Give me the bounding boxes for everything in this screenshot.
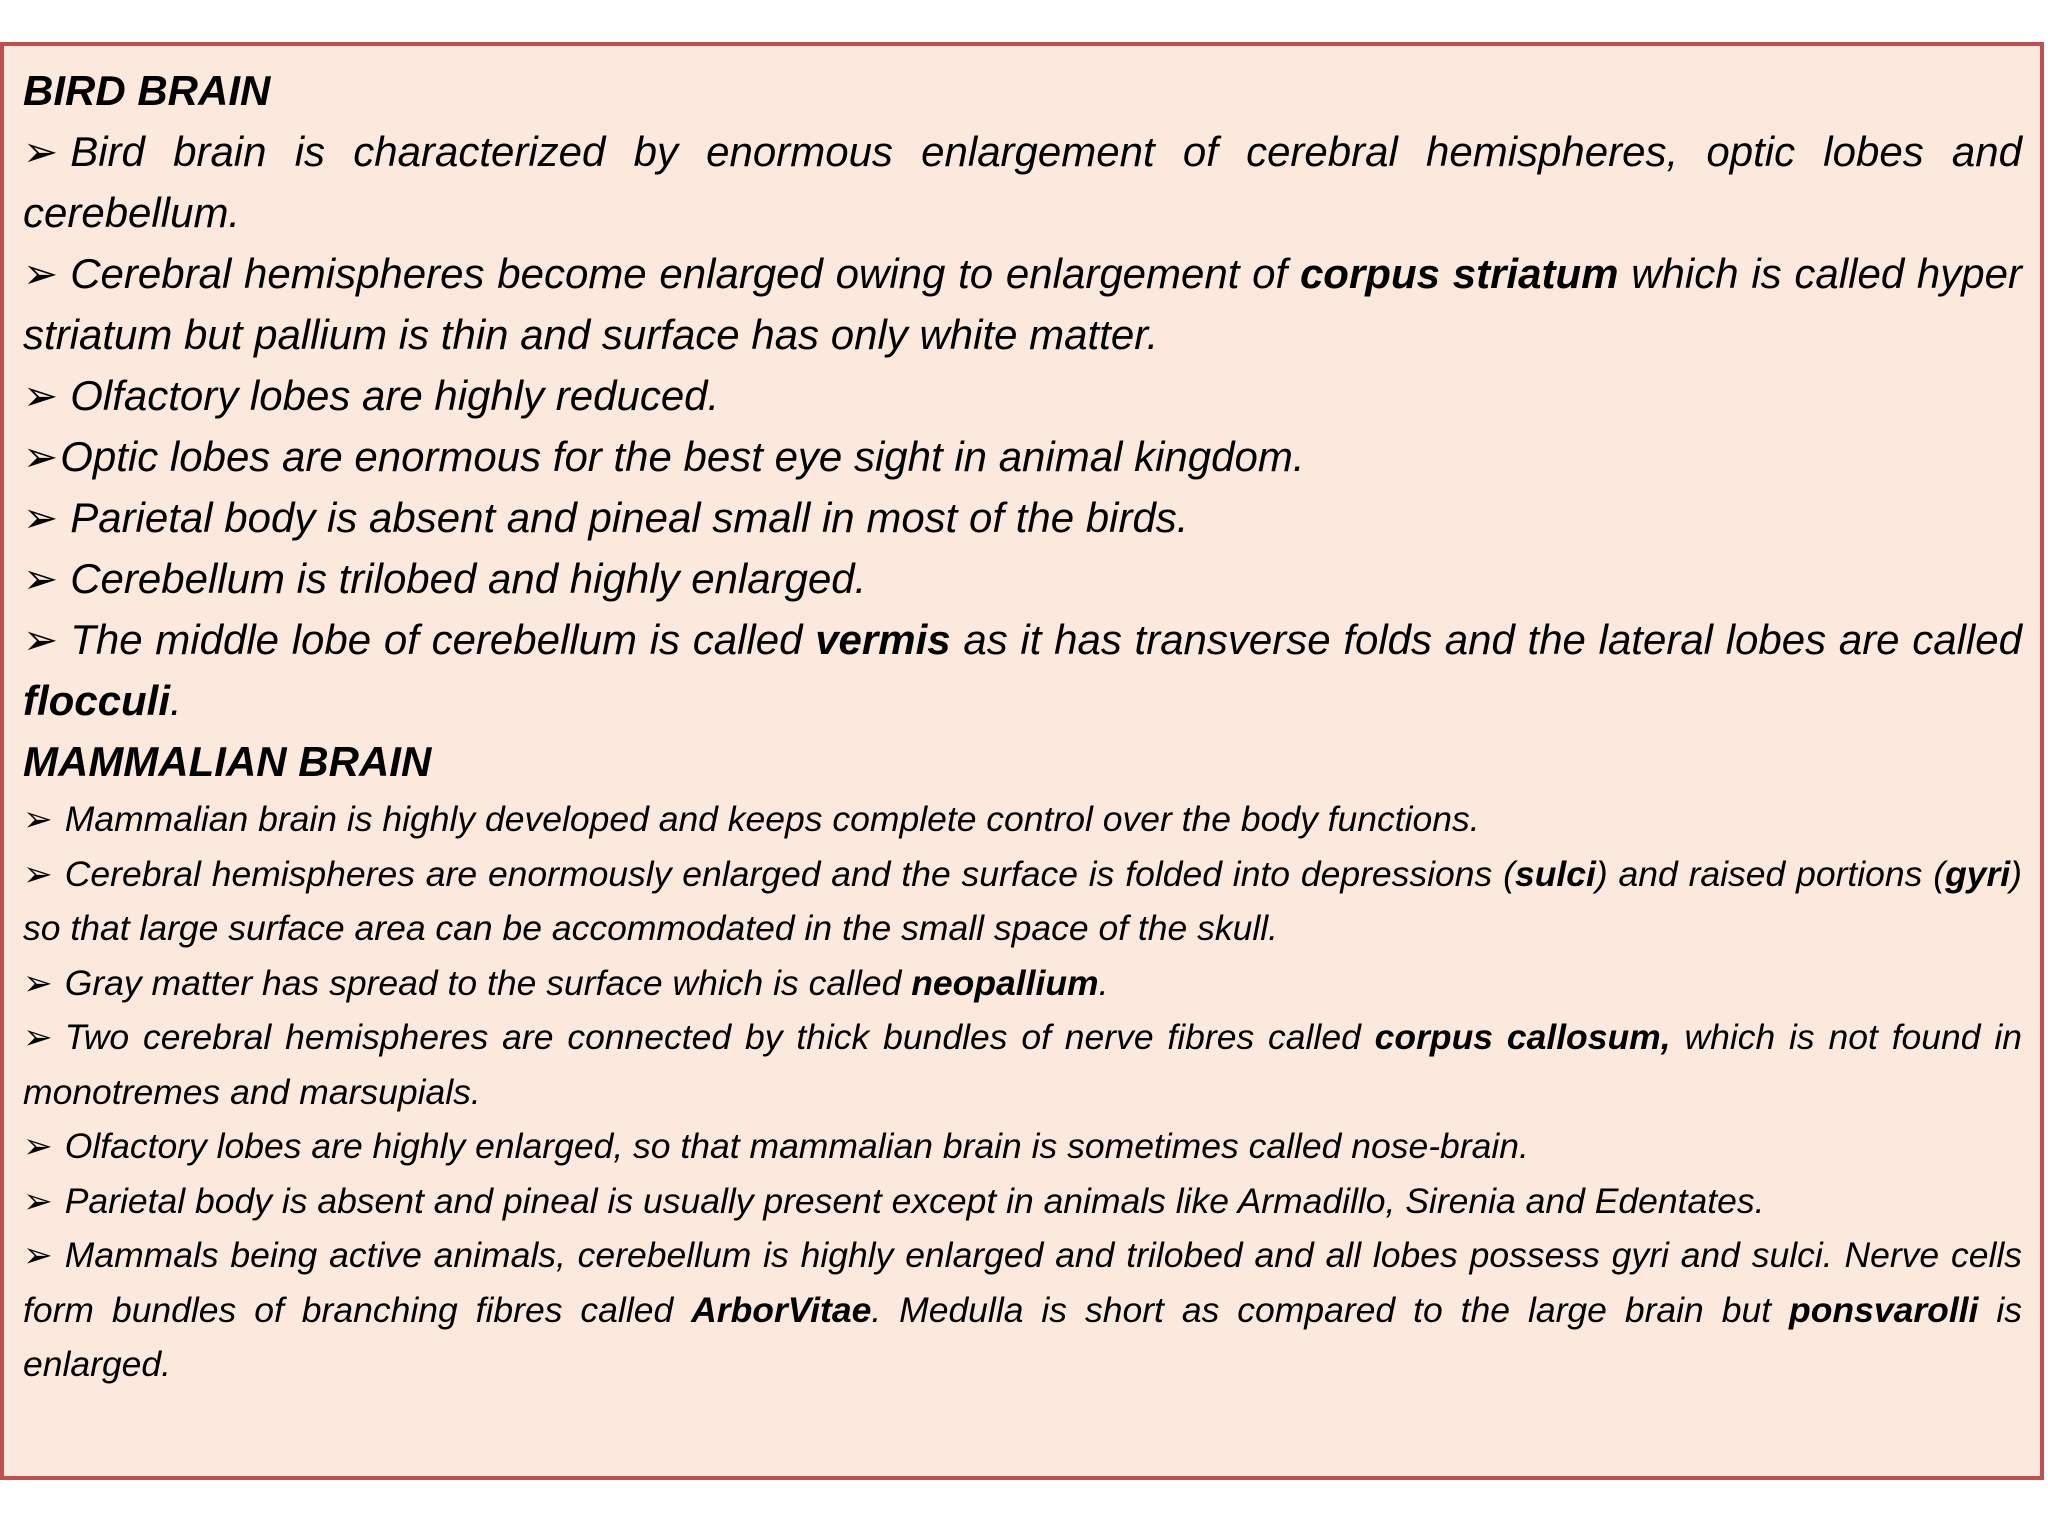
term-ponsvarolli: ponsvarolli bbox=[1789, 1289, 1979, 1330]
mammal-bullet-1: ➢ Mammalian brain is highly developed and keeps complete control over the body functions. bbox=[23, 792, 2022, 847]
arrow-bullet-icon: ➢ bbox=[23, 1017, 53, 1057]
arrow-bullet-icon: ➢ bbox=[23, 799, 53, 839]
term-corpus-callosum: corpus callosum, bbox=[1374, 1017, 1671, 1057]
arrow-bullet-icon: ➢ bbox=[23, 250, 59, 297]
mammal-bullet-3: ➢ Gray matter has spread to the surface which is called neopallium. bbox=[23, 956, 2022, 1011]
arrow-bullet-icon: ➢ bbox=[23, 128, 59, 175]
arrow-bullet-icon: ➢ bbox=[23, 616, 59, 663]
bird-bullet-4: ➢Optic lobes are enormous for the best eye sight in animal kingdom. bbox=[23, 426, 2022, 487]
mammal-bullet-7: ➢ Mammals being active animals, cerebellum is highly enlarged and trilobed and all lobes possess gyri and sulci. Nerve cells form bundles of branching fibres called ArborVitae. Medulla is short as compared to the large brain but ponsvarolli is enlarged. bbox=[23, 1228, 2022, 1392]
arrow-bullet-icon: ➢ bbox=[23, 853, 53, 894]
arrow-bullet-icon: ➢ bbox=[23, 1180, 53, 1221]
term-flocculi: flocculi bbox=[23, 677, 171, 724]
term-arbor-vitae: ArborVitae bbox=[691, 1289, 872, 1330]
bird-brain-heading: BIRD BRAIN bbox=[23, 67, 271, 114]
term-sulci: sulci bbox=[1514, 853, 1596, 894]
arrow-bullet-icon: ➢ bbox=[23, 433, 59, 480]
bird-bullet-2: ➢ Cerebral hemispheres become enlarged owing to enlargement of corpus striatum which is called hyper striatum but pallium is thin and surface has only white matter. bbox=[23, 243, 2022, 365]
bird-bullet-7: ➢ The middle lobe of cerebellum is called vermis as it has transverse folds and the lateral lobes are called flocculi. bbox=[23, 609, 2022, 731]
term-vermis: vermis bbox=[815, 616, 951, 663]
bird-bullet-3: ➢ Olfactory lobes are highly reduced. bbox=[23, 365, 2022, 426]
arrow-bullet-icon: ➢ bbox=[23, 1126, 53, 1166]
arrow-bullet-icon: ➢ bbox=[23, 372, 59, 419]
arrow-bullet-icon: ➢ bbox=[23, 494, 59, 541]
mammal-bullet-5: ➢ Olfactory lobes are highly enlarged, so that mammalian brain is sometimes called nose-brain. bbox=[23, 1119, 2022, 1174]
mammal-bullet-6: ➢ Parietal body is absent and pineal is usually present except in animals like Armadillo, Sirenia and Edentates. bbox=[23, 1174, 2022, 1229]
term-neopallium: neopallium bbox=[911, 962, 1099, 1003]
term-gyri: gyri bbox=[1945, 853, 2011, 894]
bird-bullet-1: ➢ Bird brain is characterized by enormous enlargement of cerebral hemispheres, optic lobes and cerebellum. bbox=[23, 121, 2022, 243]
content-box bbox=[0, 42, 2044, 1480]
term-corpus-striatum: corpus striatum bbox=[1299, 250, 1619, 297]
arrow-bullet-icon: ➢ bbox=[23, 962, 53, 1003]
mammal-bullet-4: ➢ Two cerebral hemispheres are connected by thick bundles of nerve fibres called corpus callosum, which is not found in monotremes and marsupials. bbox=[23, 1010, 2022, 1119]
mammalian-brain-heading: MAMMALIAN BRAIN bbox=[23, 738, 432, 785]
bird-brain-section bbox=[23, 60, 2022, 731]
arrow-bullet-icon: ➢ bbox=[23, 1235, 53, 1275]
arrow-bullet-icon: ➢ bbox=[23, 555, 59, 602]
bird-bullet-6: ➢ Cerebellum is trilobed and highly enlarged. bbox=[23, 548, 2022, 609]
mammalian-brain-section bbox=[23, 731, 2022, 1392]
mammal-bullet-2: ➢ Cerebral hemispheres are enormously enlarged and the surface is folded into depressions (sulci) and raised portions (gyri) so that large surface area can be accommodated in the small space of the skull. bbox=[23, 847, 2022, 956]
bird-bullet-5: ➢ Parietal body is absent and pineal small in most of the birds. bbox=[23, 487, 2022, 548]
